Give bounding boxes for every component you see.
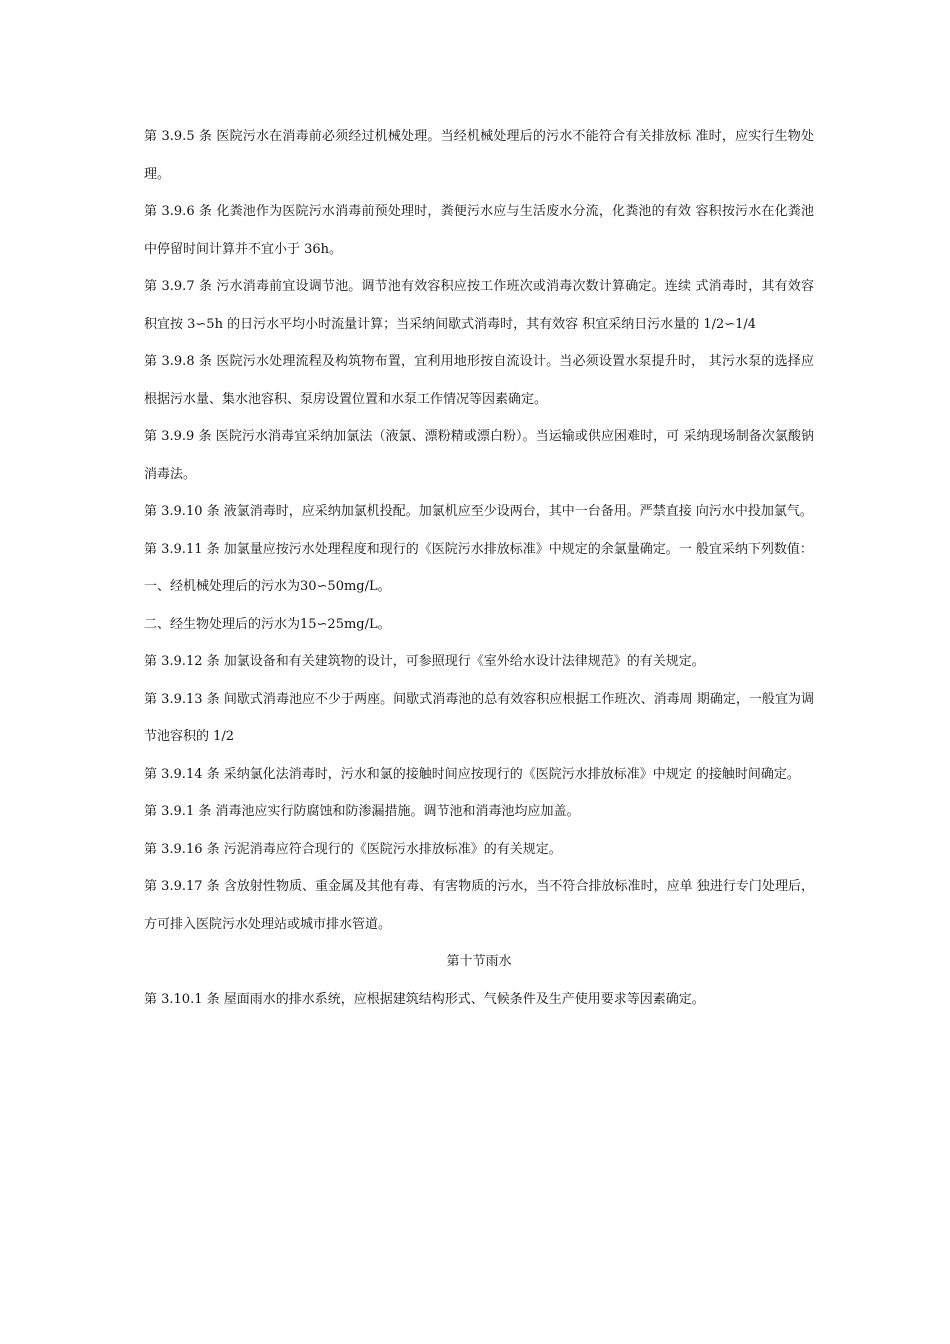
paragraph-3-9-5: 第 3.9.5 条 医院污水在消毒前必须经过机械处理。当经机械处理后的污水不能符合有关排放标 准时，应实行生物处理。 [144,129,814,182]
paragraph-3-9-1: 第 3.9.1 条 消毒池应实行防腐蚀和防渗漏措施。调节池和消毒池均应加盖。 [144,804,580,819]
paragraph-3-9-9: 第 3.9.9 条 医院污水消毒宜采纳加氯法（液氯、漂粉精或漂白粉）。当运输或供应困难时，可 采纳现场制备次氯酸钠消毒法。 [144,429,814,482]
paragraph-3-9-10: 第 3.9.10 条 液氯消毒时，应采纳加氯机投配。加氯机应至少设两台，其中一台备用。严禁直接 向污水中投加氯气。 [144,504,813,519]
paragraph-3-9-12: 第 3.9.12 条 加氯设备和有关建筑物的设计，可参照现行《室外给水设计法律规范》的有关规定。 [144,654,705,669]
paragraph-3-10-1: 第 3.10.1 条 屋面雨水的排水系统，应根据建筑结构形式、气候条件及生产使用要求等因素确定。 [144,991,705,1007]
paragraph-3-9-6: 第 3.9.6 条 化粪池作为医院污水消毒前预处理时，粪便污水应与生活废水分流，化粪池的有效 容积按污水在化粪池中停留时间计算并不宜小于 36h。 [144,204,814,257]
document-page [144,118,814,1018]
paragraph-3-9-8: 第 3.9.8 条 医院污水处理流程及构筑物布置，宜利用地形按自流设计。当必须设置水泵提升时， 其污水泵的选择应根据污水量、集水池容积、泵房设置位置和水泵工作情况等因素确定。 [144,354,814,407]
paragraph-3-9-16: 第 3.9.16 条 污泥消毒应符合现行的《医院污水排放标准》的有关规定。 [144,841,562,857]
paragraph-3-9-7: 第 3.9.7 条 污水消毒前宜设调节池。调节池有效容积应按工作班次或消毒次数计算确定。连续 式消毒时，其有效容积宜按 3∽5h 的日污水平均小时流量计算；当采纳间歇式消毒时，其有效容 积宜采纳日污水量的 1/2∽1/4 [144,279,814,332]
list-item-mechanical: 一、经机械处理后的污水为30∽50mg/L。 [144,579,391,594]
paragraph-3-9-11: 第 3.9.11 条 加氯量应按污水处理程度和现行的《医院污水排放标准》中规定的余氯量确定。一 般宜采纳下列数值： [144,541,813,557]
section-heading: 第十节雨水 [446,954,512,969]
paragraph-3-9-13: 第 3.9.13 条 间歇式消毒池应不少于两座。间歇式消毒池的总有效容积应根据工作班次、消毒周 期确定，一般宜为调节池容积的 1/2 [144,691,814,744]
paragraph-3-9-14: 第 3.9.14 条 采纳氯化法消毒时，污水和氯的接触时间应按现行的《医院污水排放标准》中规定 的接触时间确定。 [144,766,800,782]
paragraph-3-9-17: 第 3.9.17 条 含放射性物质、重金属及其他有毒、有害物质的污水，当不符合排放标准时，应单 独进行专门处理后，方可排入医院污水处理站或城市排水管道。 [144,879,814,932]
list-item-biological: 二、经生物处理后的污水为15∽25mg/L。 [144,616,391,632]
